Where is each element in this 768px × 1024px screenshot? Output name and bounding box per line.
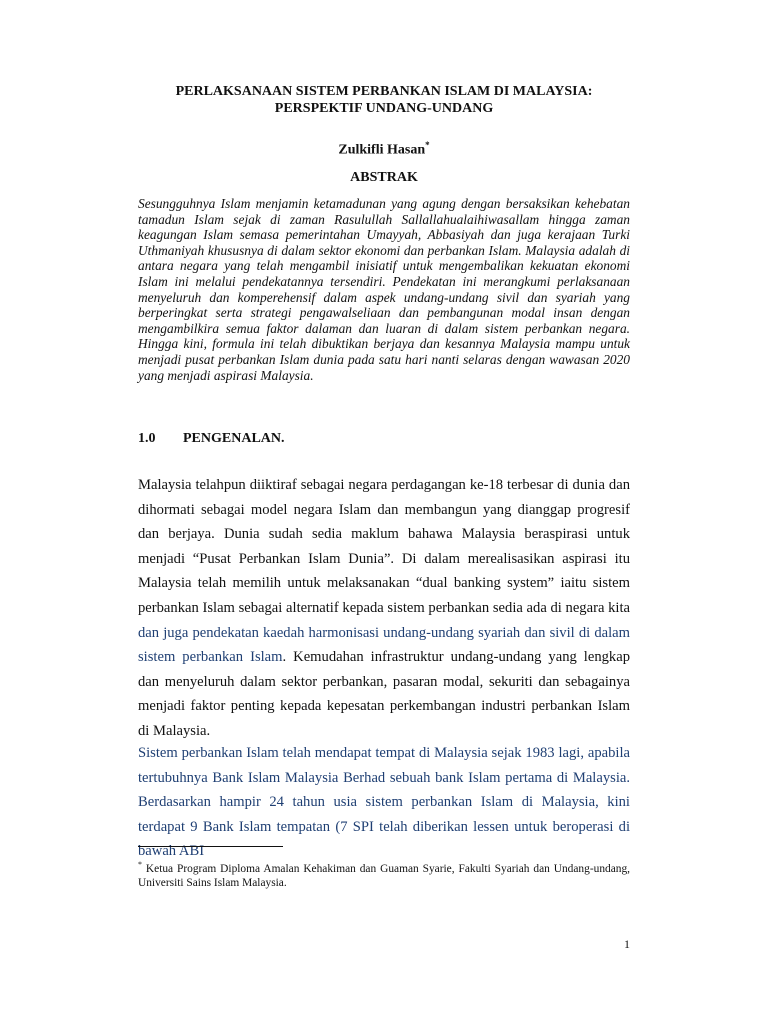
abstract-text: Sesungguhnya Islam menjamin ketamadunan yang agung dengan bersaksikan kehebatan tamadun Islam sejak di zaman Rasulullah Sallallahualaihiwasallam hingga zaman keagungan Islam semasa pemerintahan Umayyah, Abbasiyah dan juga kerajaan Turki Uthmaniyah khususnya di dalam sektor ekonomi dan perbankan Islam. Malaysia adalah di antara negara yang telah mengambil inisiatif untuk mengembalikan kekuatan ekonomi Islam ini melalui pendekatannya tersendiri. Pendekatan ini merangkumi perlaksanaan menyeluruh dan komperehensif dalam aspek undang-undang sivil dan syariah yang berperingkat serta strategi pengawalseliaan dan pembangunan modal insan dengan mengambilkira semua faktor dalaman dan luaran di dalam sistem perbankan negara. Hingga kini, formula ini telah dibuktikan berjaya dan kesannya Malaysia mampu untuk menjadi pusat perbankan Islam dunia pada satu hari nanti selaras dengan wawasan 2020 yang menjadi aspirasi Malaysia.	[138, 196, 630, 383]
footnote	[138, 858, 630, 891]
intro-paragraph-part3: . Kemudahan infrastruktur undang-undang yang lengkap dan menyeluruh dalam sektor perbankan, pasaran modal, sekuriti dan sebagainya menjadi faktor penting kepada kepesatan perkembangan industri perbankan Islam di Malaysia.	[138, 649, 630, 739]
footnote-text: Ketua Program Diploma Amalan Kehakiman dan Guaman Syarie, Fakulti Syariah dan Undang-undang, Universiti Sains Islam Malaysia.	[138, 862, 630, 890]
history-paragraph: Sistem perbankan Islam telah mendapat tempat di Malaysia sejak 1983 lagi, apabila tertubuhnya Bank Islam Malaysia Berhad sebuah bank Islam pertama di Malaysia. Berdasarkan hampir 24 tahun usia sistem perbankan Islam di Malaysia, kini terdapat 9 Bank Islam tempatan (7 SPI telah diberikan lessen untuk beroperasi di bawah ABI	[138, 745, 630, 860]
section-number: 1.0	[138, 431, 156, 446]
document-title-line2: PERSPEKTIF UNDANG-UNDANG	[274, 101, 494, 116]
page-number: 1	[624, 937, 630, 951]
footnote-marker: *	[138, 860, 142, 869]
author-footnote-marker: *	[425, 140, 430, 150]
intro-paragraph	[138, 473, 630, 744]
section-title: PENGENALAN.	[183, 431, 285, 446]
intro-paragraph-highlight: dan juga pendekatan kaedah harmonisasi undang-undang syariah dan sivil di dalam sistem perbankan Islam	[138, 624, 630, 666]
section-heading	[138, 430, 285, 447]
document-title-line1: PERLAKSANAAN SISTEM PERBANKAN ISLAM DI MALAYSIA:	[175, 84, 593, 99]
abstract-heading: ABSTRAK	[350, 170, 418, 185]
author-name-text: Zulkifli Hasan	[338, 142, 426, 158]
intro-paragraph-part1: Malaysia telahpun diiktiraf sebagai negara perdagangan ke-18 terbesar di dunia dan dihormati sebagai model negara Islam dan membangun yang dianggap progresif dan berjaya. Dunia sudah sedia maklum bahawa Malaysia beraspirasi untuk menjadi “Pusat Perbankan Islam Dunia”. Di dalam merealisasikan aspirasi itu Malaysia telah memilih untuk melaksanakan “dual banking system” iaitu sistem perbankan Islam sebagai alternatif kepada sistem perbankan sedia ada di negara kita	[138, 477, 630, 616]
author-name	[0, 137, 768, 159]
footnote-divider	[138, 846, 283, 847]
